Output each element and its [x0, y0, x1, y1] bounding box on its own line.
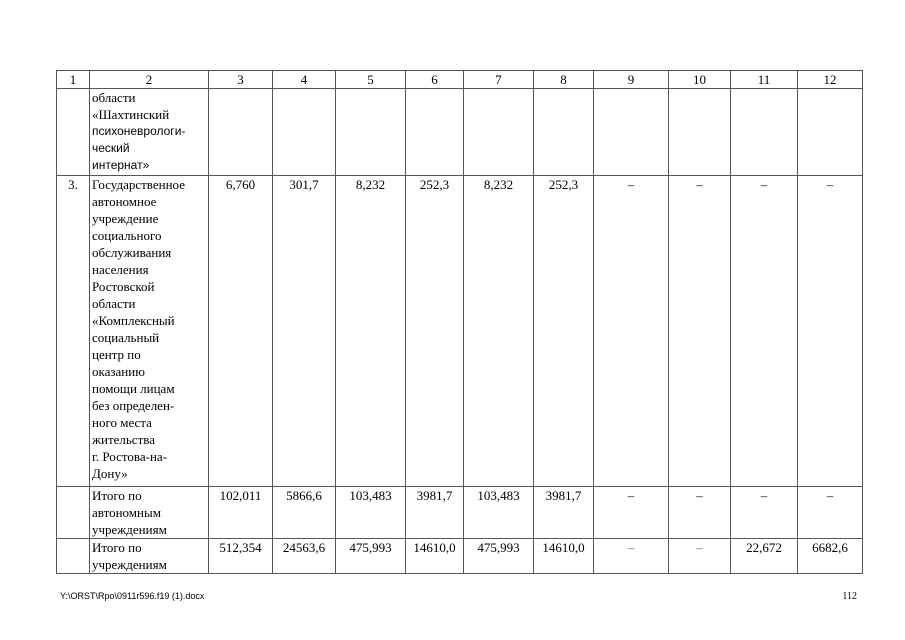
name-line: учреждениям [92, 557, 167, 572]
value-cell: – [731, 176, 798, 487]
value-cell: – [731, 487, 798, 539]
value-cell: 14610,0 [534, 539, 594, 574]
value-cell: 8,232 [464, 176, 534, 487]
value-cell: 103,483 [464, 487, 534, 539]
name-line: социального [92, 228, 162, 243]
name-line: «Комплексный [92, 313, 175, 328]
name-line: Итого по [92, 488, 142, 503]
value-cell [731, 89, 798, 176]
row-number-cell [57, 89, 90, 176]
value-cell: 3981,7 [534, 487, 594, 539]
name-line: ного места [92, 415, 152, 430]
name-line: интернат» [92, 158, 150, 172]
name-line: обслуживания [92, 245, 172, 260]
header-cell: 9 [594, 71, 669, 89]
value-cell: – [669, 176, 731, 487]
name-line: автономное [92, 194, 157, 209]
name-line: Ростовской [92, 279, 155, 294]
name-line: населения [92, 262, 149, 277]
value-cell [464, 89, 534, 176]
value-cell [209, 89, 273, 176]
institution-name-cell [90, 487, 209, 539]
value-cell: – [594, 176, 669, 487]
value-cell [594, 89, 669, 176]
header-cell: 8 [534, 71, 594, 89]
name-line: учреждение [92, 211, 159, 226]
value-cell [798, 89, 863, 176]
value-cell: 8,232 [336, 176, 406, 487]
row-number-cell: 3. [57, 176, 90, 487]
value-cell [273, 89, 336, 176]
name-line: ческий [92, 141, 130, 155]
value-cell: 22,672 [731, 539, 798, 574]
table-row-3 [57, 176, 863, 487]
institution-name-cell [90, 539, 209, 574]
value-cell: – [594, 539, 669, 574]
value-cell: 6682,6 [798, 539, 863, 574]
name-line: Итого по [92, 540, 142, 555]
header-cell: 5 [336, 71, 406, 89]
name-line: помощи лицам [92, 381, 175, 396]
value-cell [669, 89, 731, 176]
institution-name-cell [90, 176, 209, 487]
name-line: психоневрологи- [92, 124, 186, 138]
name-line: жительства [92, 432, 155, 447]
data-table [56, 70, 863, 574]
header-cell: 12 [798, 71, 863, 89]
name-line: центр по [92, 347, 141, 362]
header-cell: 10 [669, 71, 731, 89]
name-line: без определен- [92, 398, 175, 413]
name-line: «Шахтинский [92, 107, 170, 122]
value-cell: 252,3 [406, 176, 464, 487]
value-cell: 3981,7 [406, 487, 464, 539]
institution-name-cell [90, 89, 209, 176]
header-cell: 11 [731, 71, 798, 89]
value-cell: – [594, 487, 669, 539]
name-line: автономным [92, 505, 161, 520]
value-cell: – [798, 176, 863, 487]
header-cell: 1 [57, 71, 90, 89]
name-line: социальный [92, 330, 160, 345]
value-cell: 6,760 [209, 176, 273, 487]
row-number-cell [57, 539, 90, 574]
table-row-total-all [57, 539, 863, 574]
table-row-continuation [57, 89, 863, 176]
value-cell: 5866,6 [273, 487, 336, 539]
name-line: области [92, 90, 136, 105]
name-line: Дону» [92, 466, 128, 481]
value-cell [336, 89, 406, 176]
row-number-cell [57, 487, 90, 539]
header-cell: 6 [406, 71, 464, 89]
value-cell: 512,354 [209, 539, 273, 574]
header-cell: 2 [90, 71, 209, 89]
table-row-total-autonomous [57, 487, 863, 539]
value-cell [534, 89, 594, 176]
header-cell: 7 [464, 71, 534, 89]
value-cell: 14610,0 [406, 539, 464, 574]
value-cell: – [669, 539, 731, 574]
header-cell: 3 [209, 71, 273, 89]
value-cell: 252,3 [534, 176, 594, 487]
value-cell: – [669, 487, 731, 539]
name-line: Государственное [92, 177, 185, 192]
value-cell: 475,993 [336, 539, 406, 574]
value-cell: 301,7 [273, 176, 336, 487]
name-line: области [92, 296, 136, 311]
value-cell [406, 89, 464, 176]
name-line: оказанию [92, 364, 145, 379]
value-cell: 24563,6 [273, 539, 336, 574]
value-cell: 103,483 [336, 487, 406, 539]
footer-file-path: Y:\ORST\Rpo\0911r596.f19 (1).docx [60, 591, 205, 601]
header-cell: 4 [273, 71, 336, 89]
header-row [57, 71, 863, 89]
value-cell: 475,993 [464, 539, 534, 574]
footer-page-number: 112 [842, 591, 857, 602]
value-cell: – [798, 487, 863, 539]
name-line: учреждениям [92, 522, 167, 537]
value-cell: 102,011 [209, 487, 273, 539]
name-line: г. Ростова-на- [92, 449, 167, 464]
